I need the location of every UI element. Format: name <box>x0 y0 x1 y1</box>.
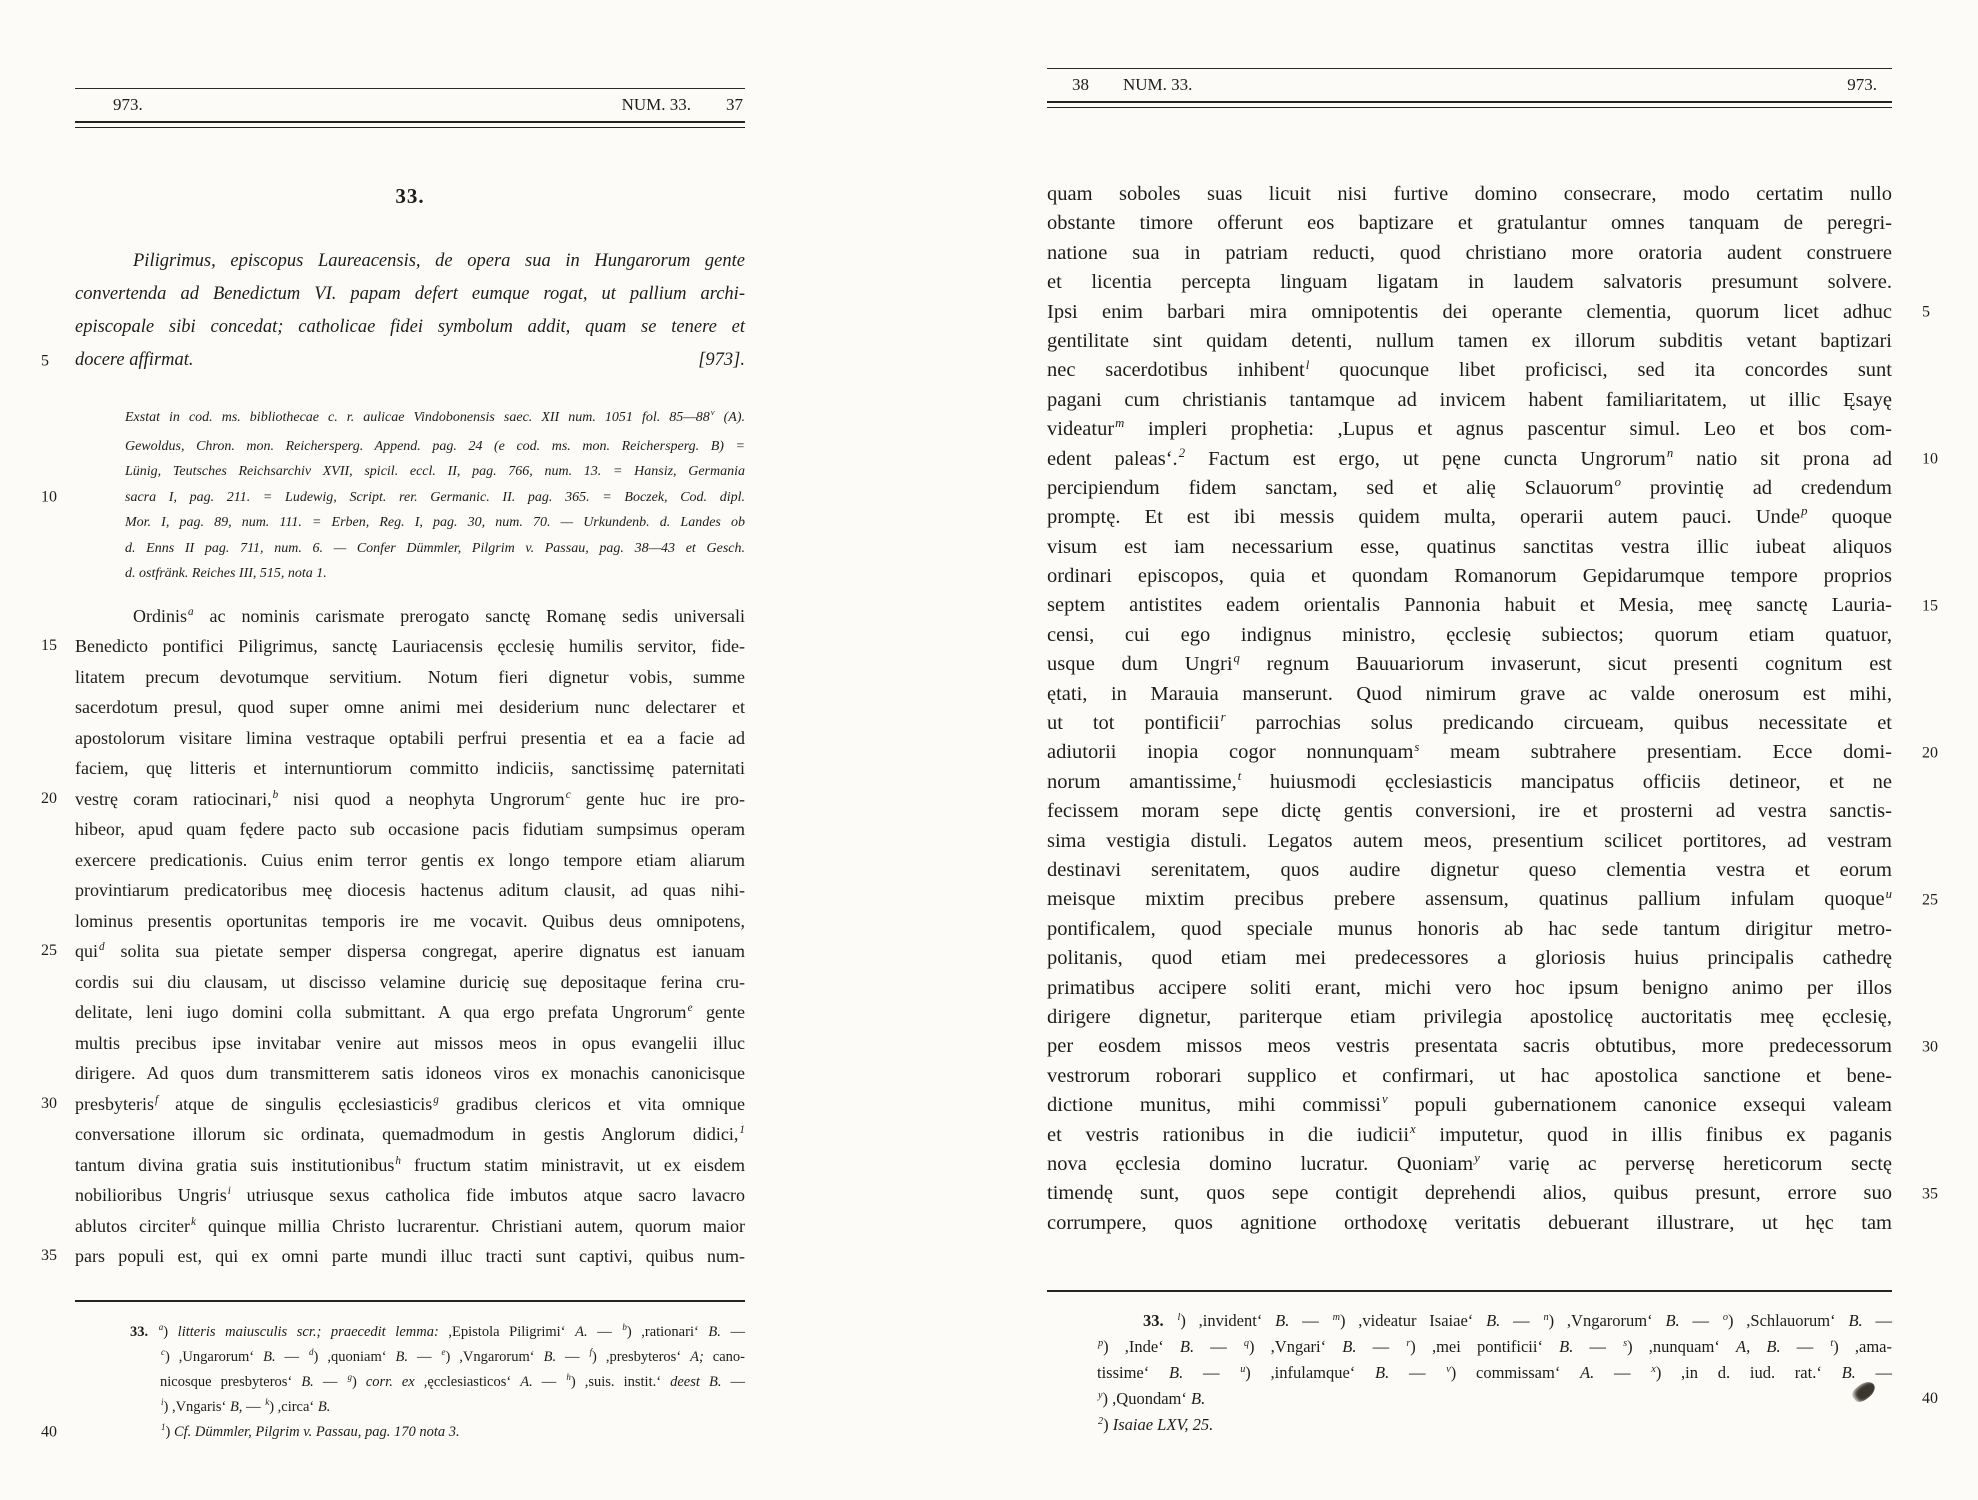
footnote-line: 33. $^l$) ,invident‘ B. — $^m$) ,videatur Isaiae‘ B. — $^n$) ,Vngarorum‘ B. — $^o$) ,Schlauorum‘ B. — <box>1143 1311 1893 1331</box>
body-line: Ordinis$^a$ ac nominis carismate prerogato sanctę Romanę sedis universali <box>133 605 745 626</box>
summary-line: convertenda ad Benedictum VI. papam defert eumque rogat, ut pallium archi- <box>75 284 745 304</box>
body-line: gentilitate sint quidam detenti, nullum tamen ex illorum subditis vetant baptizari <box>1047 329 1892 352</box>
body-line: usque dum Ungri$^q$ regnum Bauuariorum invaserunt, sicut presenti cognitum est <box>1047 651 1892 676</box>
running-num-label: NUM. 33. <box>1123 75 1193 94</box>
left-page-header <box>75 89 745 119</box>
body-line: apostolorum visitare limina vestraque optabili perfrui presentia et ea a facie ad <box>75 727 745 748</box>
body-line: adiutorii inopia cogor nonnunquam$^s$ meam subtrahere presentiam. Ecce domi- <box>1047 739 1893 764</box>
body-line: lominus presentis oportunitas temporis ire me vocavit. Quibus deus omnipotens, <box>75 910 745 931</box>
body-line: faciem, quę litteris et internuntiorum committo indiciis, sanctissimę paternitati <box>75 758 745 778</box>
running-doc-number: 973. <box>113 95 143 114</box>
footnote-line: $^1$) Cf. Dümmler, Pilgrim v. Passau, pag. 170 nota 3. <box>161 1421 460 1440</box>
footnote-rule <box>1047 1290 1892 1292</box>
body-line: percipiendum fidem sanctam, sed et alię Sclauorum$^o$ provintię ad credendum <box>1047 475 1893 499</box>
margin-line-number: 35 <box>1922 1185 1938 1203</box>
body-line: presbyteris$^f$ atque de singulis ęcclesiasticis$^g$ gradibus clericos et vita omnique <box>75 1093 745 1114</box>
body-line: nobilioribus Ungris$^i$ utriusque sexus catholica fide imbutos atque sacro lavacro <box>75 1185 745 1205</box>
citation-line: Exstat in cod. ms. bibliothecae c. r. aulicae Vindobonensis saec. XII num. 1051 fol. 85—88$^v$ (A). <box>125 407 745 425</box>
body-line: sacerdotum presul, quod super omne animi mei desiderium nunc delectarer et <box>75 697 745 717</box>
margin-line-number: 25 <box>41 942 57 959</box>
citation-line: Mor. I, pag. 89, num. 111. = Erben, Reg. I, pag. 30, num. 70. — Urkundenb. d. Landes ob <box>125 515 745 530</box>
body-line: delitate, leni iugo domini colla submittant. A qua ergo prefata Ungrorum$^e$ gente <box>75 1002 745 1022</box>
body-line: edent paleas‘.$^2$ Factum est ergo, ut pęne cuncta Ungrorum$^n$ natio sit prona ad <box>1047 445 1892 470</box>
body-line: meisque mixtim precibus prebere assensum, quatinus pallium infulam quoque$^u$ <box>1047 886 1892 911</box>
body-line: primatibus accipere soliti erant, michi vero hoc ipsum benigno animo per illos <box>1047 976 1892 999</box>
body-line: Ipsi enim barbari mira omnipotentis dei operante clementia, quorum licet adhuc <box>1047 300 1892 323</box>
header-double-rule <box>1047 101 1892 108</box>
body-line: vestrę coram ratiocinari,$^b$ nisi quod a neophyta Ungrorum$^c$ gente huc ire pro- <box>75 788 745 809</box>
footnote-line: nicosque presbyteros‘ B. — $^g$) corr. ex ,ęcclesiasticos‘ A. — $^h$) ,suis. instit.‘ deest B. — <box>160 1371 746 1390</box>
body-line: dirigere dignetur, pariterque etiam privilegia apostolicę auctoritatis meę ęcclesię, <box>1047 1005 1892 1028</box>
body-line: dirigere. Ad quos dum transmitterem satis idoneos viros ex monachis canonicisque <box>75 1063 745 1083</box>
citation-line: Lünig, Teutsches Reichsarchiv XVII, spicil. eccl. II, pag. 766, num. 13. = Hansiz, Germania <box>125 464 745 479</box>
citation-line: sacra I, pag. 211. = Ludewig, Script. rer. Germanic. II. pag. 365. = Boczek, Cod. dipl. <box>125 489 745 505</box>
body-line: conversatione illorum sic ordinata, quemadmodum in gestis Anglorum didici,$^1$ <box>75 1124 745 1144</box>
body-line: ut tot pontificii$^r$ parrochias solus predicando circueam, quibus necessitate et <box>1047 710 1892 735</box>
margin-line-number: 5 <box>41 352 49 369</box>
body-line: fecissem moram sepe dictę gentis conversioni, ire et prosterni ad vestra sanctis- <box>1047 800 1892 823</box>
summary-line: Piligrimus, episcopus Laureacensis, de opera sua in Hungarorum gente <box>133 251 745 271</box>
footnote-section <box>1047 1308 1938 1438</box>
body-line: ordinari episcopos, quia et quondam Romanorum Gepidarumque tempore proprios <box>1047 565 1892 588</box>
body-line: promptę. Et est ibi messis quidem multa, operarii autem pauci. Unde$^p$ quoque <box>1047 504 1892 529</box>
body-line: et vestris rationibus in die iudicii$^x$ imputetur, quod in illis finibus ex paganis <box>1047 1121 1892 1146</box>
body-line: pagani cum christianis tantamque ad invicem habent familiaritatem, ut illic Ęsayę <box>1047 388 1892 411</box>
body-line: destinavi serenitatem, quos audire dignetur queso clementia vestra et eorum <box>1047 858 1892 881</box>
body-line: exercere predicationis. Cuius enim terror gentis ex longo tempore etiam aliarum <box>75 849 745 870</box>
body-line: nec sacerdotibus inhibent$^l$ quocunque libet proficisci, sed ita concordes sunt <box>1047 357 1893 382</box>
margin-line-number: 40 <box>41 1423 57 1441</box>
running-doc-number: 973. <box>1847 75 1877 94</box>
footnote-line: 33. $^a$) litteris maiusculis scr.; praecedit lemma: ,Epistola Piligrimi‘ A. — $^b$) ,rationari‘ B. — <box>130 1321 746 1340</box>
body-line: hibeor, apud quam fędere pacto sub occasione pacis fidutiam sumpsimus operam <box>75 819 745 839</box>
margin-line-number: 10 <box>1922 450 1938 468</box>
body-line: ablutos circiter$^k$ quinque millia Christo lucrarentur. Christiani autem, quorum maior <box>75 1215 745 1236</box>
body-line: timendę sunt, quos sepe contigit deprehendi alios, quibus presunt, errore suo <box>1047 1182 1892 1205</box>
body-line: obstante timore offerunt eos baptizare et gratulantur omnes tanquam de peregri- <box>1047 212 1892 235</box>
body-line: Benedicto pontifici Piligrimus, sanctę Lauriacensis ęcclesię humilis servitor, fide- <box>75 636 745 656</box>
body-line: et licentia percepta linguam ligatam in laudem salvatoris presumunt solvere. <box>1047 271 1892 294</box>
body-line: nova ęcclesia domino lucratur. Quoniam$^y$ varię ac perversę hereticorum sectę <box>1047 1151 1892 1175</box>
margin-line-number: 10 <box>41 488 57 506</box>
main-text-section <box>41 601 746 1272</box>
body-line: per eosdem missos meos vestris presentata sacris obtutibus, more predecessorum <box>1047 1035 1892 1058</box>
source-citation-section <box>41 405 745 587</box>
main-text-section <box>1047 180 1938 1238</box>
body-line: corrumpere, quos agnitione orthodoxę veritatis debuerant illustrare, ut hęc tam <box>1047 1211 1892 1234</box>
header-double-rule <box>75 121 745 128</box>
margin-line-number: 20 <box>41 789 57 807</box>
citation-line: d. ostfränk. Reiches III, 515, nota 1. <box>125 566 327 581</box>
footnote-line: $^p$) ,Inde‘ B. — $^q$) ,Vngari‘ B. — $^r$) ,mei pontificii‘ B. — $^s$) ,nunquam‘ A, B. — $^t$) ,ama- <box>1098 1337 1893 1357</box>
body-line: litatem precum devotumque servitium. Notum fieri dignetur vobis, summe <box>75 666 746 687</box>
right-page-header <box>1047 69 1892 99</box>
body-line: vestrorum roborari supplico et confirmari, ut hac apostolica sanctione et bene- <box>1047 1064 1892 1087</box>
body-line: septem antistites eadem orientalis Pannonia habuit et Mesia, meę sanctę Lauria- <box>1047 594 1892 617</box>
margin-line-number: 30 <box>41 1094 57 1112</box>
body-line: natione sua in patriam reducti, quod christiano more oratoria audent construere <box>1047 241 1892 264</box>
document-number-heading: 33. <box>395 184 425 208</box>
body-line: qui$^d$ solita sua pietate semper dispersa congregat, aperire dignatus est ianuam <box>75 941 745 961</box>
summary-line: docere affirmat. [973]. <box>75 350 745 370</box>
margin-line-number: 5 <box>1922 303 1930 321</box>
citation-line: Gewoldus, Chron. mon. Reichersperg. Append. pag. 24 (e cod. ms. mon. Reichersperg. B) = <box>125 438 745 454</box>
margin-line-number: 15 <box>1922 597 1938 615</box>
footnote-line: $^c$) ,Ungarorum‘ B. — $^d$) ,quoniam‘ B. — $^e$) ,Vngarorum‘ B. — $^f$) ,presbyteros‘ A; cano- <box>161 1346 746 1365</box>
body-line: censi, cui ego indignus ministro, ęcclesię subiectos; quorum etiam quatuor, <box>1047 623 1892 646</box>
margin-line-number: 20 <box>1922 744 1938 762</box>
footnote-section <box>41 1320 746 1445</box>
body-line: sima vestigia distuli. Legatos autem meos, presentium scilicet portitores, ad vestram <box>1047 829 1892 852</box>
body-line: quam soboles suas licuit nisi furtive domino consecrare, modo certatim nullo <box>1047 183 1892 205</box>
summary-line: episcopale sibi concedat; catholicae fidei symbolum addit, quam se tenere et <box>75 317 745 337</box>
body-line: norum amantissime,$^t$ huiusmodi ęcclesiasticis mancipatus officiis detineor, et ne <box>1047 768 1892 793</box>
body-line: pontificalem, quod speciale munus honoris ab hac sede tantum dirigitur metro- <box>1047 917 1892 940</box>
margin-line-number: 30 <box>1922 1038 1938 1056</box>
body-line: multis precibus ipse invitabar venire aut missos meos in opus evangelii illuc <box>75 1032 745 1053</box>
body-line: dictione munitus, mihi commissi$^v$ populi gubernationem canonice exsequi valeam <box>1047 1092 1892 1117</box>
summary-section <box>41 245 745 377</box>
body-line: ętati, in Marauia manserunt. Quod nimirum grave ac valde onerosum est mihi, <box>1047 682 1892 705</box>
margin-line-number: 40 <box>1922 1390 1938 1408</box>
footnote-rule <box>75 1300 745 1302</box>
body-line: visum est iam necessarium esse, quatinus sanctitas vestra illic iubeat aliquos <box>1047 535 1892 558</box>
citation-line: d. Enns II pag. 711, num. 6. — Confer Dümmler, Pilgrim v. Passau, pag. 38—43 et Gesch. <box>125 540 745 556</box>
page-number: 37 <box>726 95 743 114</box>
body-line: politanis, quod etiam mei predecessores a gloriosis huius principalis cathedrę <box>1047 947 1892 970</box>
footnote-line: $^y$) ,Quondam‘ B. <box>1098 1389 1206 1409</box>
margin-line-number: 15 <box>41 637 57 654</box>
page-number: 38 <box>1072 75 1089 94</box>
footnote-line: tissime‘ B. — $^u$) ,infulamque‘ B. — $^v$) commissam‘ A. — $^x$) ,in d. iud. rat.‘ B. — <box>1097 1363 1893 1383</box>
body-line: cordis sui diu clausam, ut discisso velamine duricię suę depositaque ferina cru- <box>75 971 745 992</box>
footnote-line: $^i$) ,Vngaris‘ B, — $^k$) ,circa‘ B. <box>161 1396 331 1415</box>
margin-line-number: 35 <box>41 1247 57 1264</box>
body-line: provintiarum predicatoribus meę diocesis hactenus aditum clausit, ad quas nihi- <box>75 880 745 900</box>
body-line: tantum divina gratia suis institutionibus$^h$ fructum statim ministravit, ut ex eisdem <box>75 1154 745 1175</box>
running-num-label: NUM. 33. <box>621 95 691 114</box>
right-page <box>1040 56 1950 1438</box>
footnote-line: $^2$) Isaiae LXV, 25. <box>1098 1415 1214 1435</box>
body-line: pars populi est, qui ex omni parte mundi illuc tracti sunt captivi, quibus num- <box>75 1246 745 1266</box>
body-line: videatur$^m$ impleri prophetia: ,Lupus et agnus pascentur simul. Leo et bos com- <box>1047 416 1892 441</box>
margin-line-number: 25 <box>1922 891 1938 909</box>
left-page <box>40 84 745 1445</box>
